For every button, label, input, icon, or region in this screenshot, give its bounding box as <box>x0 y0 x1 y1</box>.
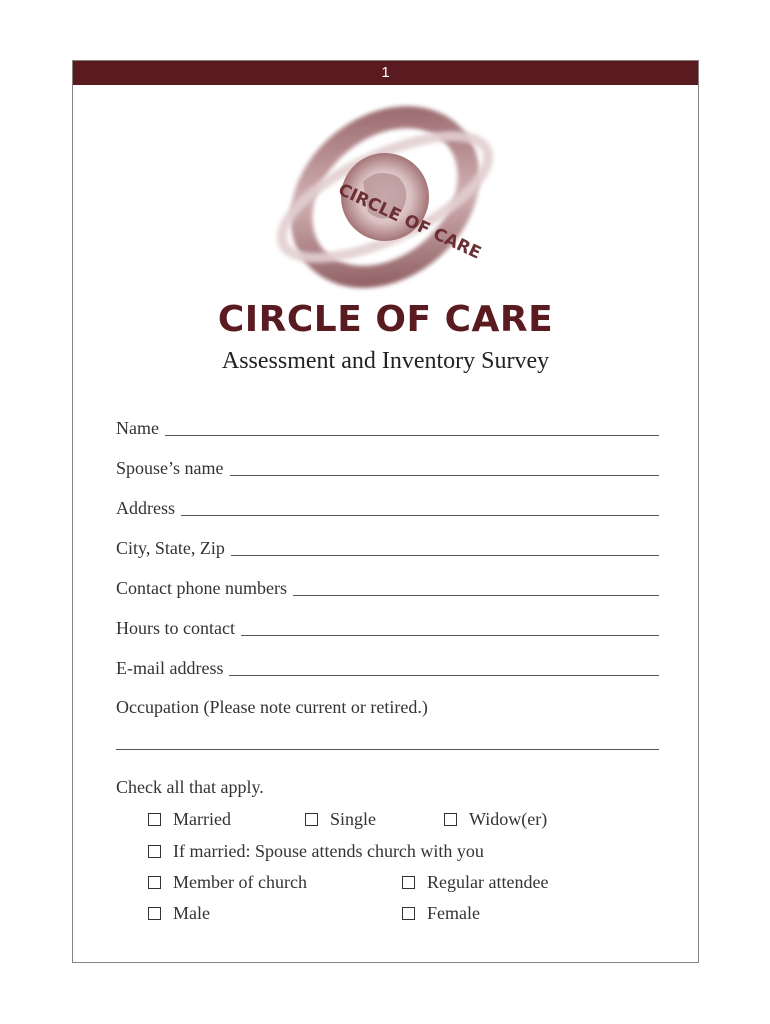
spouse-attends-option[interactable] <box>148 841 484 862</box>
page-number: 1 <box>381 64 390 81</box>
spouse-name-label: Spouse’s name <box>116 458 224 478</box>
regular-attendee-option[interactable] <box>402 872 548 893</box>
city-state-zip-label: City, State, Zip <box>116 538 225 558</box>
widow-checkbox[interactable] <box>444 813 457 826</box>
single-checkbox[interactable] <box>305 813 318 826</box>
male-label: Male <box>173 903 210 923</box>
male-checkbox[interactable] <box>148 907 161 920</box>
married-checkbox[interactable] <box>148 813 161 826</box>
spouse-name-input-line[interactable] <box>230 459 660 476</box>
member-label: Member of church <box>173 872 307 892</box>
name-input-line[interactable] <box>165 419 659 436</box>
check-prompt: Check all that apply. <box>116 777 264 797</box>
female-checkbox[interactable] <box>402 907 415 920</box>
spouse-attends-checkbox[interactable] <box>148 845 161 858</box>
occupation-input-line[interactable] <box>116 749 659 750</box>
hours-to-contact-input-line[interactable] <box>241 619 659 636</box>
married-option[interactable] <box>148 809 231 830</box>
address-label: Address <box>116 498 175 518</box>
page-title: CIRCLE OF CARE <box>217 299 554 340</box>
svg-text:CIRCLE OF CARE: CIRCLE OF CARE <box>334 179 484 264</box>
survey-page <box>72 60 699 963</box>
city-state-zip-input-line[interactable] <box>231 539 659 556</box>
regular-attendee-label: Regular attendee <box>427 872 549 892</box>
address-field[interactable] <box>116 497 659 519</box>
email-field[interactable] <box>116 657 659 679</box>
name-label: Name <box>116 418 159 438</box>
widow-option[interactable] <box>444 809 547 830</box>
page-subtitle: Assessment and Inventory Survey <box>221 348 550 374</box>
occupation-label: Occupation (Please note current or retired.) <box>116 697 428 717</box>
email-label: E-mail address <box>116 658 224 678</box>
regular-attendee-checkbox[interactable] <box>402 876 415 889</box>
circle-of-care-logo <box>263 97 508 297</box>
contact-phone-field[interactable] <box>116 577 659 599</box>
name-field[interactable] <box>116 417 659 439</box>
spouse-name-field[interactable] <box>116 457 659 479</box>
email-input-line[interactable] <box>229 659 659 676</box>
contact-phone-label: Contact phone numbers <box>116 578 287 598</box>
single-label: Single <box>330 809 377 829</box>
contact-phone-input-line[interactable] <box>293 579 659 596</box>
member-option[interactable] <box>148 872 307 893</box>
hours-to-contact-label: Hours to contact <box>116 618 235 638</box>
spouse-attends-label: If married: Spouse attends church with you <box>173 841 484 861</box>
member-checkbox[interactable] <box>148 876 161 889</box>
address-input-line[interactable] <box>181 499 659 516</box>
widow-label: Widow(er) <box>469 809 548 829</box>
single-option[interactable] <box>305 809 376 830</box>
female-label: Female <box>427 903 480 923</box>
married-label: Married <box>173 809 231 829</box>
female-option[interactable] <box>402 903 480 924</box>
male-option[interactable] <box>148 903 210 924</box>
hours-to-contact-field[interactable] <box>116 617 659 639</box>
page-number-bar <box>73 61 698 85</box>
city-state-zip-field[interactable] <box>116 537 659 559</box>
